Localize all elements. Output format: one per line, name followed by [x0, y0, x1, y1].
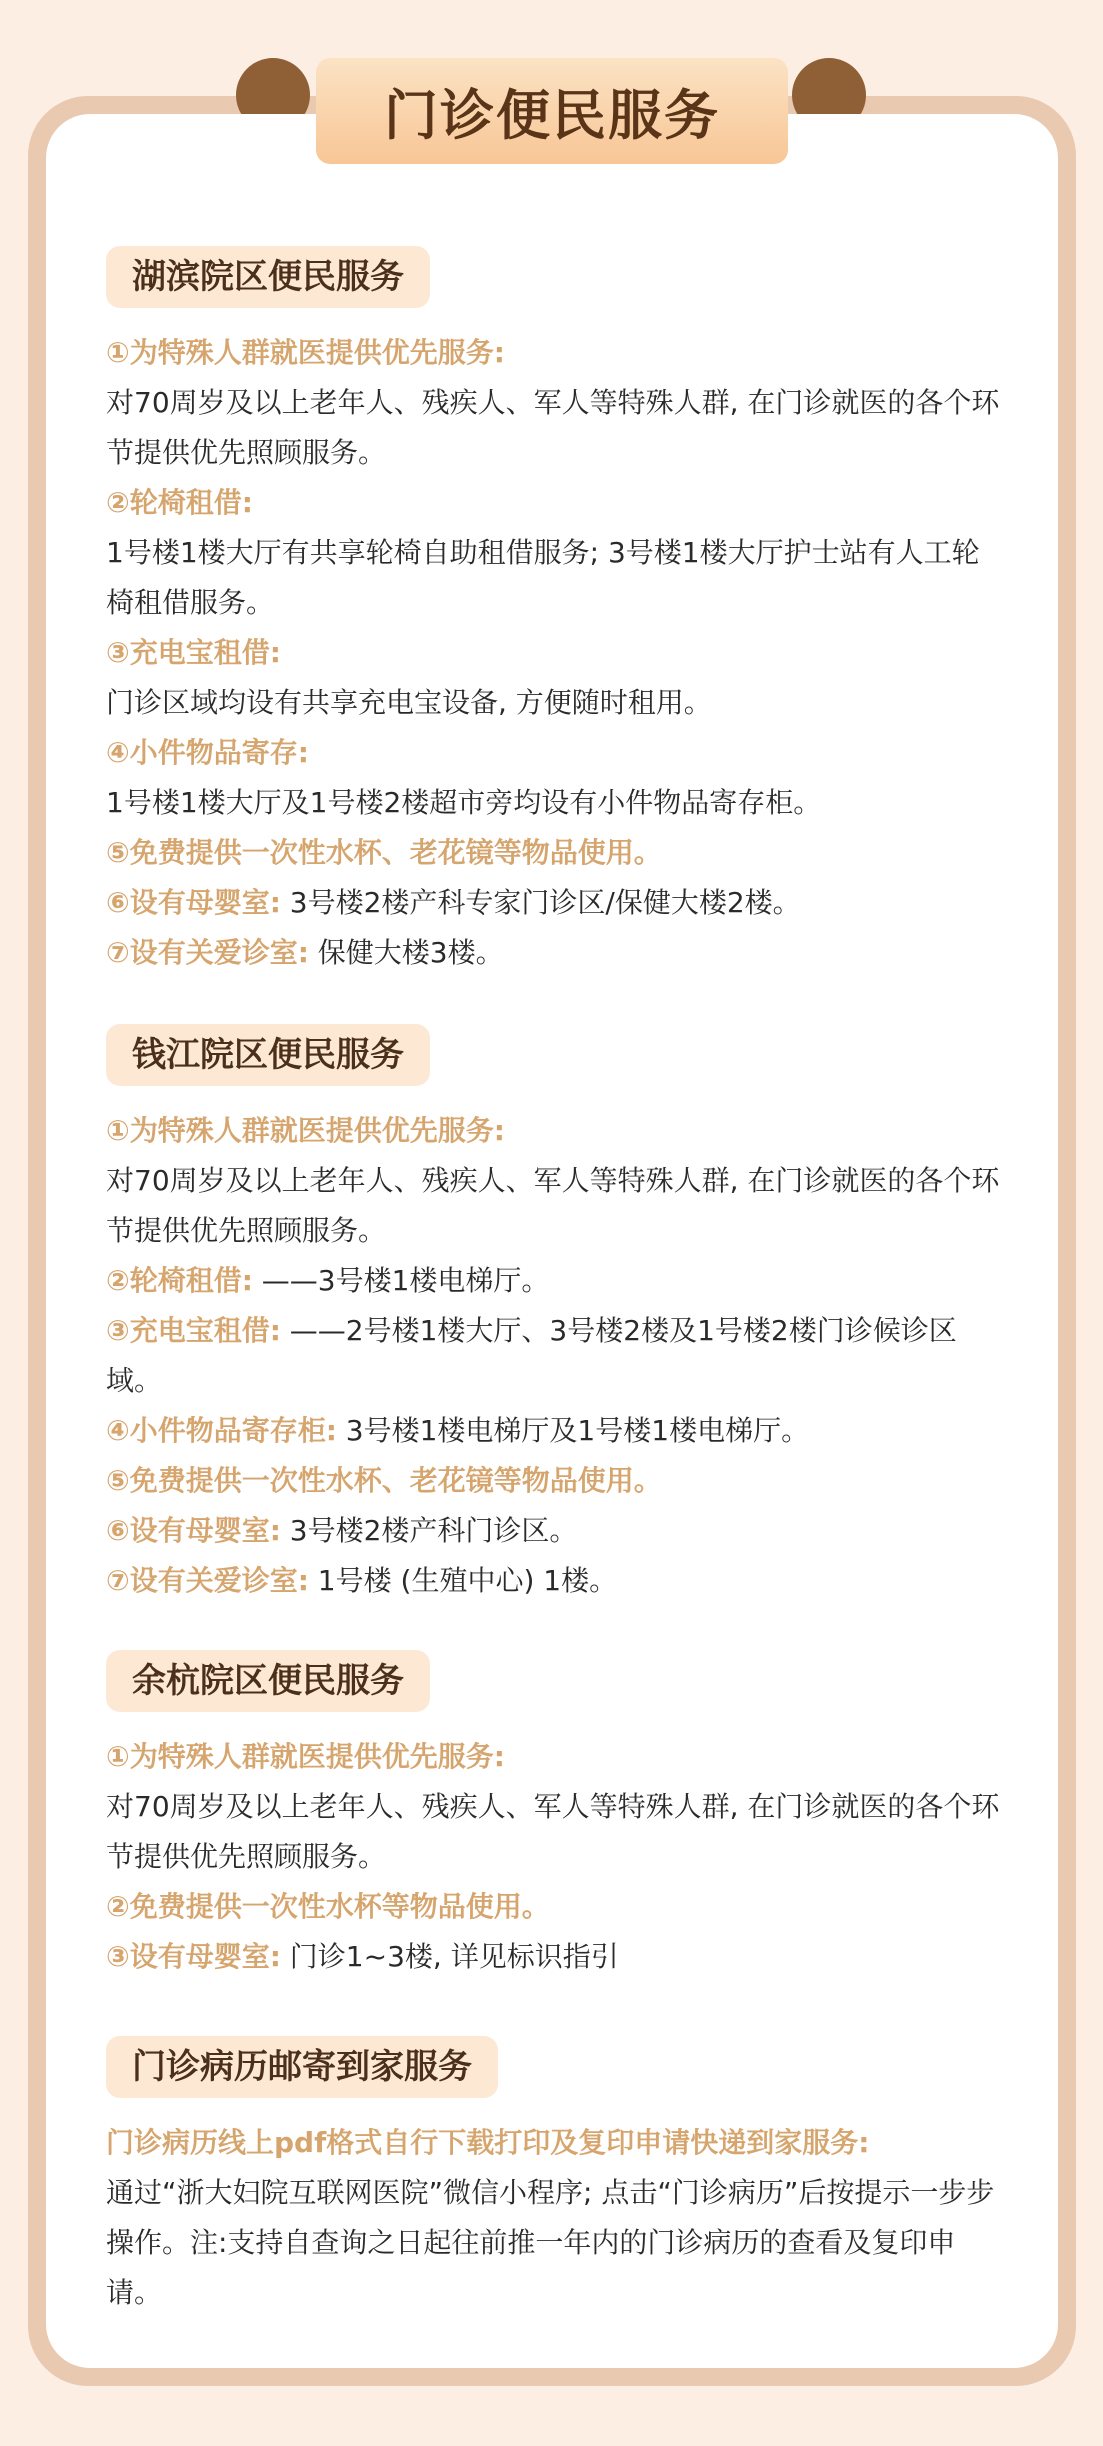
section-yuhang	[106, 1650, 1002, 1982]
service-item	[106, 1932, 1002, 1982]
service-item	[106, 2118, 1002, 2318]
service-item-detail: 通过“浙大妇院互联网医院”微信小程序; 点击“门诊病历”后按提示一步步操作。注:支持自查询之日起往前推一年内的门诊病历的查看及复印申请。	[106, 2176, 995, 2309]
service-item-label: ②轮椅租借:	[106, 486, 253, 519]
service-item-detail: 1号楼 (生殖中心) 1楼。	[308, 1564, 618, 1597]
service-item-label: 门诊病历线上pdf格式自行下载打印及复印申请快递到家服务:	[106, 2126, 870, 2159]
service-item	[106, 828, 1002, 878]
service-item-label: ①为特殊人群就医提供优先服务:	[106, 336, 505, 369]
service-item-label: ④小件物品寄存:	[106, 736, 309, 769]
service-item-detail: 3号楼2楼产科门诊区。	[280, 1514, 578, 1547]
section-qianjiang	[106, 1024, 1002, 1606]
service-item	[106, 1456, 1002, 1506]
service-item-label: ③充电宝租借:	[106, 636, 281, 669]
service-item	[106, 928, 1002, 978]
service-item	[106, 1556, 1002, 1606]
service-item	[106, 1406, 1002, 1456]
service-item-label: ②免费提供一次性水杯等物品使用。	[106, 1890, 550, 1923]
service-item-detail: 门诊1~3楼, 详见标识指引	[280, 1940, 619, 1973]
title-banner	[316, 58, 788, 164]
section-mail-records	[106, 2036, 1002, 2318]
service-item	[106, 1506, 1002, 1556]
service-item-detail: 对70周岁及以上老年人、残疾人、军人等特殊人群, 在门诊就医的各个环节提供优先照顾服务。	[106, 1790, 1000, 1873]
page-title: 门诊便民服务	[384, 83, 720, 147]
service-item	[106, 328, 1002, 478]
service-item-label: ①为特殊人群就医提供优先服务:	[106, 1740, 505, 1773]
section-heading: 门诊病历邮寄到家服务	[106, 2036, 498, 2098]
service-item	[106, 728, 1002, 828]
service-item-label: ⑦设有关爱诊室:	[106, 936, 309, 969]
service-item-detail: 保健大楼3楼。	[308, 936, 504, 969]
service-list	[106, 328, 1002, 978]
service-item-detail: 1号楼1楼大厅及1号楼2楼超市旁均设有小件物品寄存柜。	[106, 786, 822, 819]
service-item-label: ⑤免费提供一次性水杯、老花镜等物品使用。	[106, 1464, 662, 1497]
service-item-detail: 对70周岁及以上老年人、残疾人、军人等特殊人群, 在门诊就医的各个环节提供优先照顾服务。	[106, 1164, 1000, 1247]
service-item	[106, 1732, 1002, 1882]
service-item-detail: 对70周岁及以上老年人、残疾人、军人等特殊人群, 在门诊就医的各个环节提供优先照顾服务。	[106, 386, 1000, 469]
service-list	[106, 1106, 1002, 1606]
service-item-label: ②轮椅租借:	[106, 1264, 253, 1297]
service-list	[106, 1732, 1002, 1982]
service-item	[106, 478, 1002, 628]
service-item-detail: 3号楼2楼产科专家门诊区/保健大楼2楼。	[280, 886, 801, 919]
service-item	[106, 878, 1002, 928]
service-item-label: ⑥设有母婴室:	[106, 886, 281, 919]
service-list	[106, 2118, 1002, 2318]
section-heading: 钱江院区便民服务	[106, 1024, 430, 1086]
service-item-detail: ——3号楼1楼电梯厅。	[252, 1264, 550, 1297]
service-item-label: ③设有母婴室:	[106, 1940, 281, 1973]
section-hubin	[106, 246, 1002, 978]
service-item-detail: 3号楼1楼电梯厅及1号楼1楼电梯厅。	[336, 1414, 810, 1447]
service-item-label: ⑦设有关爱诊室:	[106, 1564, 309, 1597]
service-item-detail: 门诊区域均设有共享充电宝设备, 方便随时租用。	[106, 686, 712, 719]
service-item-detail: 1号楼1楼大厅有共享轮椅自助租借服务; 3号楼1楼大厅护士站有人工轮椅租借服务。	[106, 536, 980, 619]
service-item-label: ③充电宝租借:	[106, 1314, 281, 1347]
service-item-label: ①为特殊人群就医提供优先服务:	[106, 1114, 505, 1147]
section-heading: 湖滨院区便民服务	[106, 246, 430, 308]
service-item	[106, 628, 1002, 728]
service-item	[106, 1106, 1002, 1256]
service-item	[106, 1306, 1002, 1406]
service-item-detail: ——2号楼1楼大厅、3号楼2楼及1号楼2楼门诊候诊区域。	[106, 1314, 957, 1397]
section-heading: 余杭院区便民服务	[106, 1650, 430, 1712]
service-item-label: ⑥设有母婴室:	[106, 1514, 281, 1547]
service-item-label: ⑤免费提供一次性水杯、老花镜等物品使用。	[106, 836, 662, 869]
service-item-label: ④小件物品寄存柜:	[106, 1414, 337, 1447]
service-item	[106, 1882, 1002, 1932]
service-item	[106, 1256, 1002, 1306]
